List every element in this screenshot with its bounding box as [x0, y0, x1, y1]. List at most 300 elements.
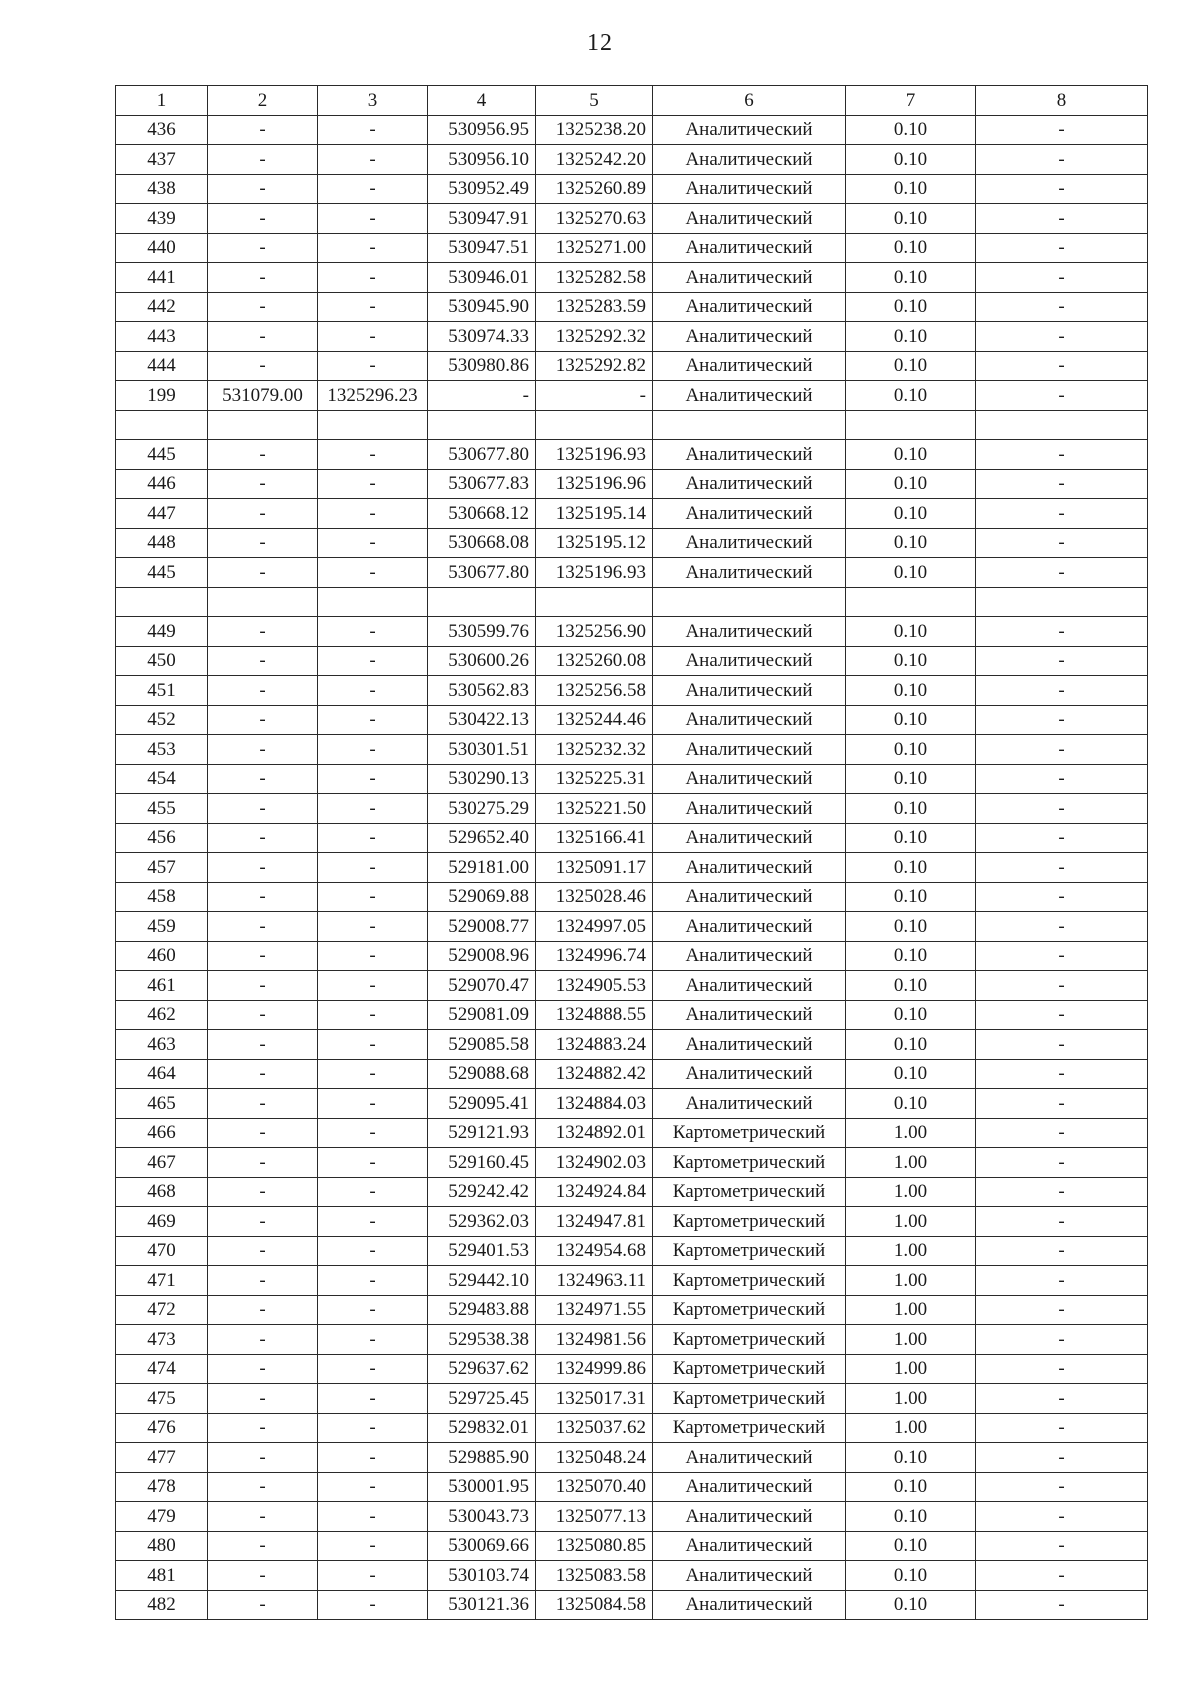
table-cell-col-3: - [318, 823, 428, 853]
table-cell-col-3: - [318, 705, 428, 735]
table-cell-col-8: - [976, 1295, 1148, 1325]
table-cell-col-1: 482 [116, 1590, 208, 1620]
table-cell-col-2: - [208, 263, 318, 293]
table-cell-col-6: Аналитический [653, 528, 846, 558]
table-cell-col-3: - [318, 558, 428, 588]
table-cell-col-7: 1.00 [846, 1207, 976, 1237]
table-cell-col-3: - [318, 528, 428, 558]
table-cell-col-3: - [318, 1502, 428, 1532]
table-row [116, 440, 1148, 470]
table-cell-col-1: 443 [116, 322, 208, 352]
table-cell-col-6: Аналитический [653, 1000, 846, 1030]
table-cell-col-5: 1324902.03 [536, 1148, 653, 1178]
table-cell-col-2: - [208, 735, 318, 765]
table-cell-col-1: 468 [116, 1177, 208, 1207]
table-cell-col-3: - [318, 1207, 428, 1237]
table-cell-col-2: - [208, 1472, 318, 1502]
table-cell-col-3: - [318, 1089, 428, 1119]
table-cell-col-8: - [976, 882, 1148, 912]
table-cell-col-2: - [208, 145, 318, 175]
table-cell-col-2: - [208, 1089, 318, 1119]
table-cell-col-3: - [318, 263, 428, 293]
table-cell-col-5: 1324888.55 [536, 1000, 653, 1030]
table-cell-col-1: 439 [116, 204, 208, 234]
table-cell-col-7: 0.10 [846, 499, 976, 529]
table-cell-col-2: 531079.00 [208, 381, 318, 411]
table-cell-col-4: 529088.68 [428, 1059, 536, 1089]
table-cell-col-2: - [208, 440, 318, 470]
table-cell-col-8: - [976, 145, 1148, 175]
table-cell-col-6: Аналитический [653, 469, 846, 499]
table-row [116, 1148, 1148, 1178]
table-cell-col-1: 440 [116, 233, 208, 263]
table-cell-col-1: 438 [116, 174, 208, 204]
table-cell-col-3: - [318, 469, 428, 499]
table-cell-col-6: Аналитический [653, 1590, 846, 1620]
table-cell-col-1: 446 [116, 469, 208, 499]
table-cell-col-2: - [208, 705, 318, 735]
table-cell-col-7: 0.10 [846, 912, 976, 942]
table-cell-col-7: 0.10 [846, 617, 976, 647]
table-cell-col-8: - [976, 853, 1148, 883]
table-cell-col-8: - [976, 469, 1148, 499]
table-cell-col-5: 1325166.41 [536, 823, 653, 853]
table-cell-col-4: 529095.41 [428, 1089, 536, 1119]
table-cell-col-3 [318, 587, 428, 617]
table-cell-col-4: 529008.77 [428, 912, 536, 942]
table-cell-col-5: 1324997.05 [536, 912, 653, 942]
table-cell-col-8: - [976, 1089, 1148, 1119]
table-cell-col-5: 1324954.68 [536, 1236, 653, 1266]
table-cell-col-7: 0.10 [846, 1502, 976, 1532]
table-cell-col-5: 1325292.82 [536, 351, 653, 381]
table-cell-col-3: - [318, 1236, 428, 1266]
table-cell-col-4: 529242.42 [428, 1177, 536, 1207]
header-row [116, 86, 1148, 116]
table-cell-col-4: 530600.26 [428, 646, 536, 676]
table-cell-col-4 [428, 587, 536, 617]
coordinates-table [115, 85, 1148, 1620]
table-cell-col-2: - [208, 1502, 318, 1532]
table-cell-col-1: 478 [116, 1472, 208, 1502]
table-cell-col-6: Аналитический [653, 351, 846, 381]
table-cell-col-6: Аналитический [653, 1030, 846, 1060]
table-row [116, 263, 1148, 293]
table-cell-col-4: 530275.29 [428, 794, 536, 824]
table-cell-col-6: Картометрический [653, 1177, 846, 1207]
table-cell-col-2: - [208, 1236, 318, 1266]
table-row [116, 410, 1148, 440]
table-cell-col-5: 1325196.93 [536, 558, 653, 588]
table-cell-col-2: - [208, 1207, 318, 1237]
table-cell-col-7: 0.10 [846, 1000, 976, 1030]
table-cell-col-6: Аналитический [653, 292, 846, 322]
header-cell-4: 4 [428, 86, 536, 116]
table-cell-col-2: - [208, 794, 318, 824]
table-cell-col-7: 0.10 [846, 204, 976, 234]
table-cell-col-7: 1.00 [846, 1295, 976, 1325]
table-cell-col-3: - [318, 882, 428, 912]
table-cell-col-1: 445 [116, 440, 208, 470]
table-cell-col-4: 529085.58 [428, 1030, 536, 1060]
table-row [116, 705, 1148, 735]
table-cell-col-7: 0.10 [846, 882, 976, 912]
table-cell-col-4: 529725.45 [428, 1384, 536, 1414]
table-cell-col-5: 1325221.50 [536, 794, 653, 824]
table-row [116, 617, 1148, 647]
table-cell-col-8: - [976, 1561, 1148, 1591]
table-cell-col-3: - [318, 1531, 428, 1561]
table-cell-col-4: 529832.01 [428, 1413, 536, 1443]
table-cell-col-8: - [976, 1059, 1148, 1089]
table-row [116, 1000, 1148, 1030]
table-cell-col-1: 436 [116, 115, 208, 145]
table-cell-col-1: 457 [116, 853, 208, 883]
table-cell-col-6: Аналитический [653, 646, 846, 676]
table-cell-col-6: Аналитический [653, 1472, 846, 1502]
table-row [116, 1325, 1148, 1355]
table-cell-col-6: Аналитический [653, 1561, 846, 1591]
table-cell-col-6: Аналитический [653, 381, 846, 411]
table-cell-col-4: 530947.51 [428, 233, 536, 263]
table-cell-col-7: 0.10 [846, 764, 976, 794]
table-cell-col-8: - [976, 351, 1148, 381]
header-cell-3: 3 [318, 86, 428, 116]
table-cell-col-7: 1.00 [846, 1177, 976, 1207]
table-cell-col-7: 0.10 [846, 322, 976, 352]
table-cell-col-8: - [976, 263, 1148, 293]
table-cell-col-6: Аналитический [653, 174, 846, 204]
table-cell-col-7: 1.00 [846, 1118, 976, 1148]
table-cell-col-1: 445 [116, 558, 208, 588]
table-cell-col-5: 1324963.11 [536, 1266, 653, 1296]
table-cell-col-4: 530290.13 [428, 764, 536, 794]
table-row [116, 1089, 1148, 1119]
table-cell-col-2 [208, 587, 318, 617]
table-cell-col-2: - [208, 351, 318, 381]
table-cell-col-6: Аналитический [653, 1443, 846, 1473]
table-row [116, 1561, 1148, 1591]
table-cell-col-5: 1325083.58 [536, 1561, 653, 1591]
table-cell-col-4: 530980.86 [428, 351, 536, 381]
table-cell-col-3: - [318, 1000, 428, 1030]
table-cell-col-1: 479 [116, 1502, 208, 1532]
table-cell-col-5: 1324971.55 [536, 1295, 653, 1325]
table-cell-col-2: - [208, 882, 318, 912]
table-cell-col-4: 529538.38 [428, 1325, 536, 1355]
table-cell-col-5: 1324996.74 [536, 941, 653, 971]
table-cell-col-1: 453 [116, 735, 208, 765]
table-cell-col-6: Аналитический [653, 145, 846, 175]
table-cell-col-8: - [976, 646, 1148, 676]
table-row [116, 351, 1148, 381]
table-body [116, 115, 1148, 1620]
table-cell-col-1: 447 [116, 499, 208, 529]
table-row [116, 1236, 1148, 1266]
table-cell-col-1: 455 [116, 794, 208, 824]
table-cell-col-3: - [318, 912, 428, 942]
table-cell-col-6: Аналитический [653, 1059, 846, 1089]
table-cell-col-3: - [318, 145, 428, 175]
table-cell-col-4: 529885.90 [428, 1443, 536, 1473]
table-cell-col-1 [116, 410, 208, 440]
table-row [116, 587, 1148, 617]
table-cell-col-2: - [208, 174, 318, 204]
table-cell-col-4: 529652.40 [428, 823, 536, 853]
table-cell-col-1: 461 [116, 971, 208, 1001]
table-cell-col-5: 1324981.56 [536, 1325, 653, 1355]
table-cell-col-6: Картометрический [653, 1295, 846, 1325]
table-row [116, 823, 1148, 853]
table-cell-col-4: 530668.08 [428, 528, 536, 558]
table-cell-col-3: - [318, 617, 428, 647]
table-row [116, 528, 1148, 558]
table-cell-col-5: 1324905.53 [536, 971, 653, 1001]
table-cell-col-6: Картометрический [653, 1118, 846, 1148]
table-cell-col-7: 0.10 [846, 1059, 976, 1089]
table-cell-col-6: Аналитический [653, 823, 846, 853]
table-cell-col-1: 472 [116, 1295, 208, 1325]
table-cell-col-4: 530599.76 [428, 617, 536, 647]
table-cell-col-5: 1325070.40 [536, 1472, 653, 1502]
table-cell-col-1: 476 [116, 1413, 208, 1443]
table-cell-col-4: 530956.95 [428, 115, 536, 145]
table-cell-col-7: 0.10 [846, 115, 976, 145]
table-row [116, 1177, 1148, 1207]
table-cell-col-3: - [318, 764, 428, 794]
table-cell-col-4: 529442.10 [428, 1266, 536, 1296]
table-cell-col-7: 1.00 [846, 1148, 976, 1178]
table-cell-col-2: - [208, 1000, 318, 1030]
table-cell-col-6: Аналитический [653, 941, 846, 971]
table-cell-col-1: 473 [116, 1325, 208, 1355]
table-cell-col-5: 1325260.89 [536, 174, 653, 204]
table-cell-col-7: 0.10 [846, 558, 976, 588]
table-cell-col-4: 530946.01 [428, 263, 536, 293]
table-row [116, 794, 1148, 824]
table-cell-col-1 [116, 587, 208, 617]
table-row [116, 735, 1148, 765]
table-cell-col-3: - [318, 971, 428, 1001]
table-cell-col-1: 462 [116, 1000, 208, 1030]
table-cell-col-8: - [976, 1266, 1148, 1296]
table-cell-col-1: 460 [116, 941, 208, 971]
table-cell-col-1: 458 [116, 882, 208, 912]
table-cell-col-5: 1325256.90 [536, 617, 653, 647]
table-cell-col-5: 1324892.01 [536, 1118, 653, 1148]
table-cell-col-4: 529483.88 [428, 1295, 536, 1325]
table-cell-col-7: 0.10 [846, 381, 976, 411]
table-cell-col-2: - [208, 322, 318, 352]
table-cell-col-8: - [976, 1000, 1148, 1030]
table-cell-col-5: 1325028.46 [536, 882, 653, 912]
header-cell-8: 8 [976, 86, 1148, 116]
table-cell-col-4: 530677.83 [428, 469, 536, 499]
table-cell-col-4: 529081.09 [428, 1000, 536, 1030]
table-cell-col-8: - [976, 912, 1148, 942]
table-cell-col-5: 1325256.58 [536, 676, 653, 706]
table-cell-col-3: - [318, 1030, 428, 1060]
table-cell-col-1: 466 [116, 1118, 208, 1148]
table-cell-col-1: 449 [116, 617, 208, 647]
table-cell-col-5: 1324882.42 [536, 1059, 653, 1089]
table-cell-col-8: - [976, 1207, 1148, 1237]
table-cell-col-5: 1325077.13 [536, 1502, 653, 1532]
table-cell-col-1: 475 [116, 1384, 208, 1414]
table-cell-col-4: 530945.90 [428, 292, 536, 322]
table-cell-col-4: 530956.10 [428, 145, 536, 175]
table-cell-col-3: - [318, 794, 428, 824]
table-cell-col-4: 530952.49 [428, 174, 536, 204]
table-row [116, 1413, 1148, 1443]
table-cell-col-6: Аналитический [653, 764, 846, 794]
table-cell-col-5: 1325271.00 [536, 233, 653, 263]
table-row [116, 381, 1148, 411]
table-row [116, 1266, 1148, 1296]
table-cell-col-2: - [208, 646, 318, 676]
table-cell-col-2: - [208, 676, 318, 706]
header-cell-2: 2 [208, 86, 318, 116]
table-cell-col-7: 0.10 [846, 1089, 976, 1119]
table-cell-col-3: - [318, 941, 428, 971]
table-cell-col-1: 463 [116, 1030, 208, 1060]
table-cell-col-5: 1325195.14 [536, 499, 653, 529]
table-cell-col-2: - [208, 1590, 318, 1620]
table-cell-col-2: - [208, 292, 318, 322]
table-cell-col-6: Картометрический [653, 1384, 846, 1414]
table-cell-col-3: - [318, 1059, 428, 1089]
table-cell-col-8: - [976, 794, 1148, 824]
table-cell-col-5: 1325270.63 [536, 204, 653, 234]
table-cell-col-8: - [976, 1325, 1148, 1355]
table-row [116, 676, 1148, 706]
table-cell-col-6: Картометрический [653, 1236, 846, 1266]
table-cell-col-8: - [976, 1472, 1148, 1502]
table-cell-col-1: 470 [116, 1236, 208, 1266]
table-cell-col-2: - [208, 1413, 318, 1443]
table-cell-col-1: 471 [116, 1266, 208, 1296]
table-cell-col-1: 469 [116, 1207, 208, 1237]
table-cell-col-1: 450 [116, 646, 208, 676]
table-row [116, 971, 1148, 1001]
table-cell-col-8: - [976, 558, 1148, 588]
table-cell-col-1: 467 [116, 1148, 208, 1178]
table-cell-col-1: 452 [116, 705, 208, 735]
table-cell-col-2: - [208, 1059, 318, 1089]
table-cell-col-5: 1325080.85 [536, 1531, 653, 1561]
table-cell-col-3: - [318, 1325, 428, 1355]
table-cell-col-1: 454 [116, 764, 208, 794]
table-cell-col-7 [846, 587, 976, 617]
table-row [116, 233, 1148, 263]
table-cell-col-7: 0.10 [846, 794, 976, 824]
table-cell-col-7: 0.10 [846, 469, 976, 499]
table-cell-col-7: 0.10 [846, 853, 976, 883]
table-cell-col-1: 474 [116, 1354, 208, 1384]
table-cell-col-6: Аналитический [653, 971, 846, 1001]
table-cell-col-4: 529160.45 [428, 1148, 536, 1178]
table-cell-col-5: 1324884.03 [536, 1089, 653, 1119]
table-cell-col-8: - [976, 1236, 1148, 1266]
table-cell-col-5: 1325196.93 [536, 440, 653, 470]
table-cell-col-3: - [318, 1354, 428, 1384]
table-cell-col-6: Аналитический [653, 263, 846, 293]
table-cell-col-7: 0.10 [846, 174, 976, 204]
table-cell-col-5: 1325091.17 [536, 853, 653, 883]
table-cell-col-5: 1325196.96 [536, 469, 653, 499]
table-cell-col-4 [428, 410, 536, 440]
table-cell-col-6: Картометрический [653, 1207, 846, 1237]
table-cell-col-7: 1.00 [846, 1236, 976, 1266]
table-row [116, 1059, 1148, 1089]
table-cell-col-6: Аналитический [653, 1502, 846, 1532]
table-cell-col-2: - [208, 204, 318, 234]
table-row [116, 853, 1148, 883]
table-cell-col-5: 1324999.86 [536, 1354, 653, 1384]
table-cell-col-8: - [976, 233, 1148, 263]
table-cell-col-2: - [208, 499, 318, 529]
table-header [116, 86, 1148, 116]
table-cell-col-3: - [318, 174, 428, 204]
table-row [116, 1472, 1148, 1502]
table-cell-col-6: Картометрический [653, 1266, 846, 1296]
table-cell-col-1: 441 [116, 263, 208, 293]
page-number: 12 [587, 30, 613, 56]
table-cell-col-7: 0.10 [846, 528, 976, 558]
table-cell-col-7: 0.10 [846, 971, 976, 1001]
table-cell-col-6: Аналитический [653, 912, 846, 942]
table-cell-col-8: - [976, 617, 1148, 647]
table-cell-col-1: 480 [116, 1531, 208, 1561]
table-cell-col-8: - [976, 676, 1148, 706]
table-cell-col-6: Аналитический [653, 853, 846, 883]
table-cell-col-2: - [208, 1325, 318, 1355]
table-cell-col-8: - [976, 1177, 1148, 1207]
table-cell-col-7: 0.10 [846, 735, 976, 765]
table-cell-col-3: - [318, 735, 428, 765]
table-cell-col-1: 199 [116, 381, 208, 411]
table-cell-col-2: - [208, 1266, 318, 1296]
table-cell-col-7: 0.10 [846, 1030, 976, 1060]
table-cell-col-1: 465 [116, 1089, 208, 1119]
table-cell-col-7: 0.10 [846, 440, 976, 470]
table-cell-col-7: 0.10 [846, 941, 976, 971]
table-row [116, 764, 1148, 794]
table-cell-col-1: 448 [116, 528, 208, 558]
table-row [116, 499, 1148, 529]
table-cell-col-7: 0.10 [846, 145, 976, 175]
table-cell-col-3: - [318, 292, 428, 322]
table-cell-col-4: 530668.12 [428, 499, 536, 529]
table-row [116, 1207, 1148, 1237]
table-cell-col-6: Аналитический [653, 558, 846, 588]
table-cell-col-4: 530121.36 [428, 1590, 536, 1620]
table-row [116, 558, 1148, 588]
table-cell-col-8: - [976, 1531, 1148, 1561]
table-cell-col-3: - [318, 440, 428, 470]
table-cell-col-5: 1325282.58 [536, 263, 653, 293]
table-cell-col-4: 530947.91 [428, 204, 536, 234]
table-cell-col-3 [318, 410, 428, 440]
table-cell-col-5: 1325232.32 [536, 735, 653, 765]
table-cell-col-5: 1325017.31 [536, 1384, 653, 1414]
table-cell-col-7: 0.10 [846, 676, 976, 706]
table-row [116, 322, 1148, 352]
table-cell-col-3: - [318, 115, 428, 145]
table-cell-col-6: Аналитический [653, 115, 846, 145]
table-cell-col-2: - [208, 469, 318, 499]
table-cell-col-3: - [318, 233, 428, 263]
